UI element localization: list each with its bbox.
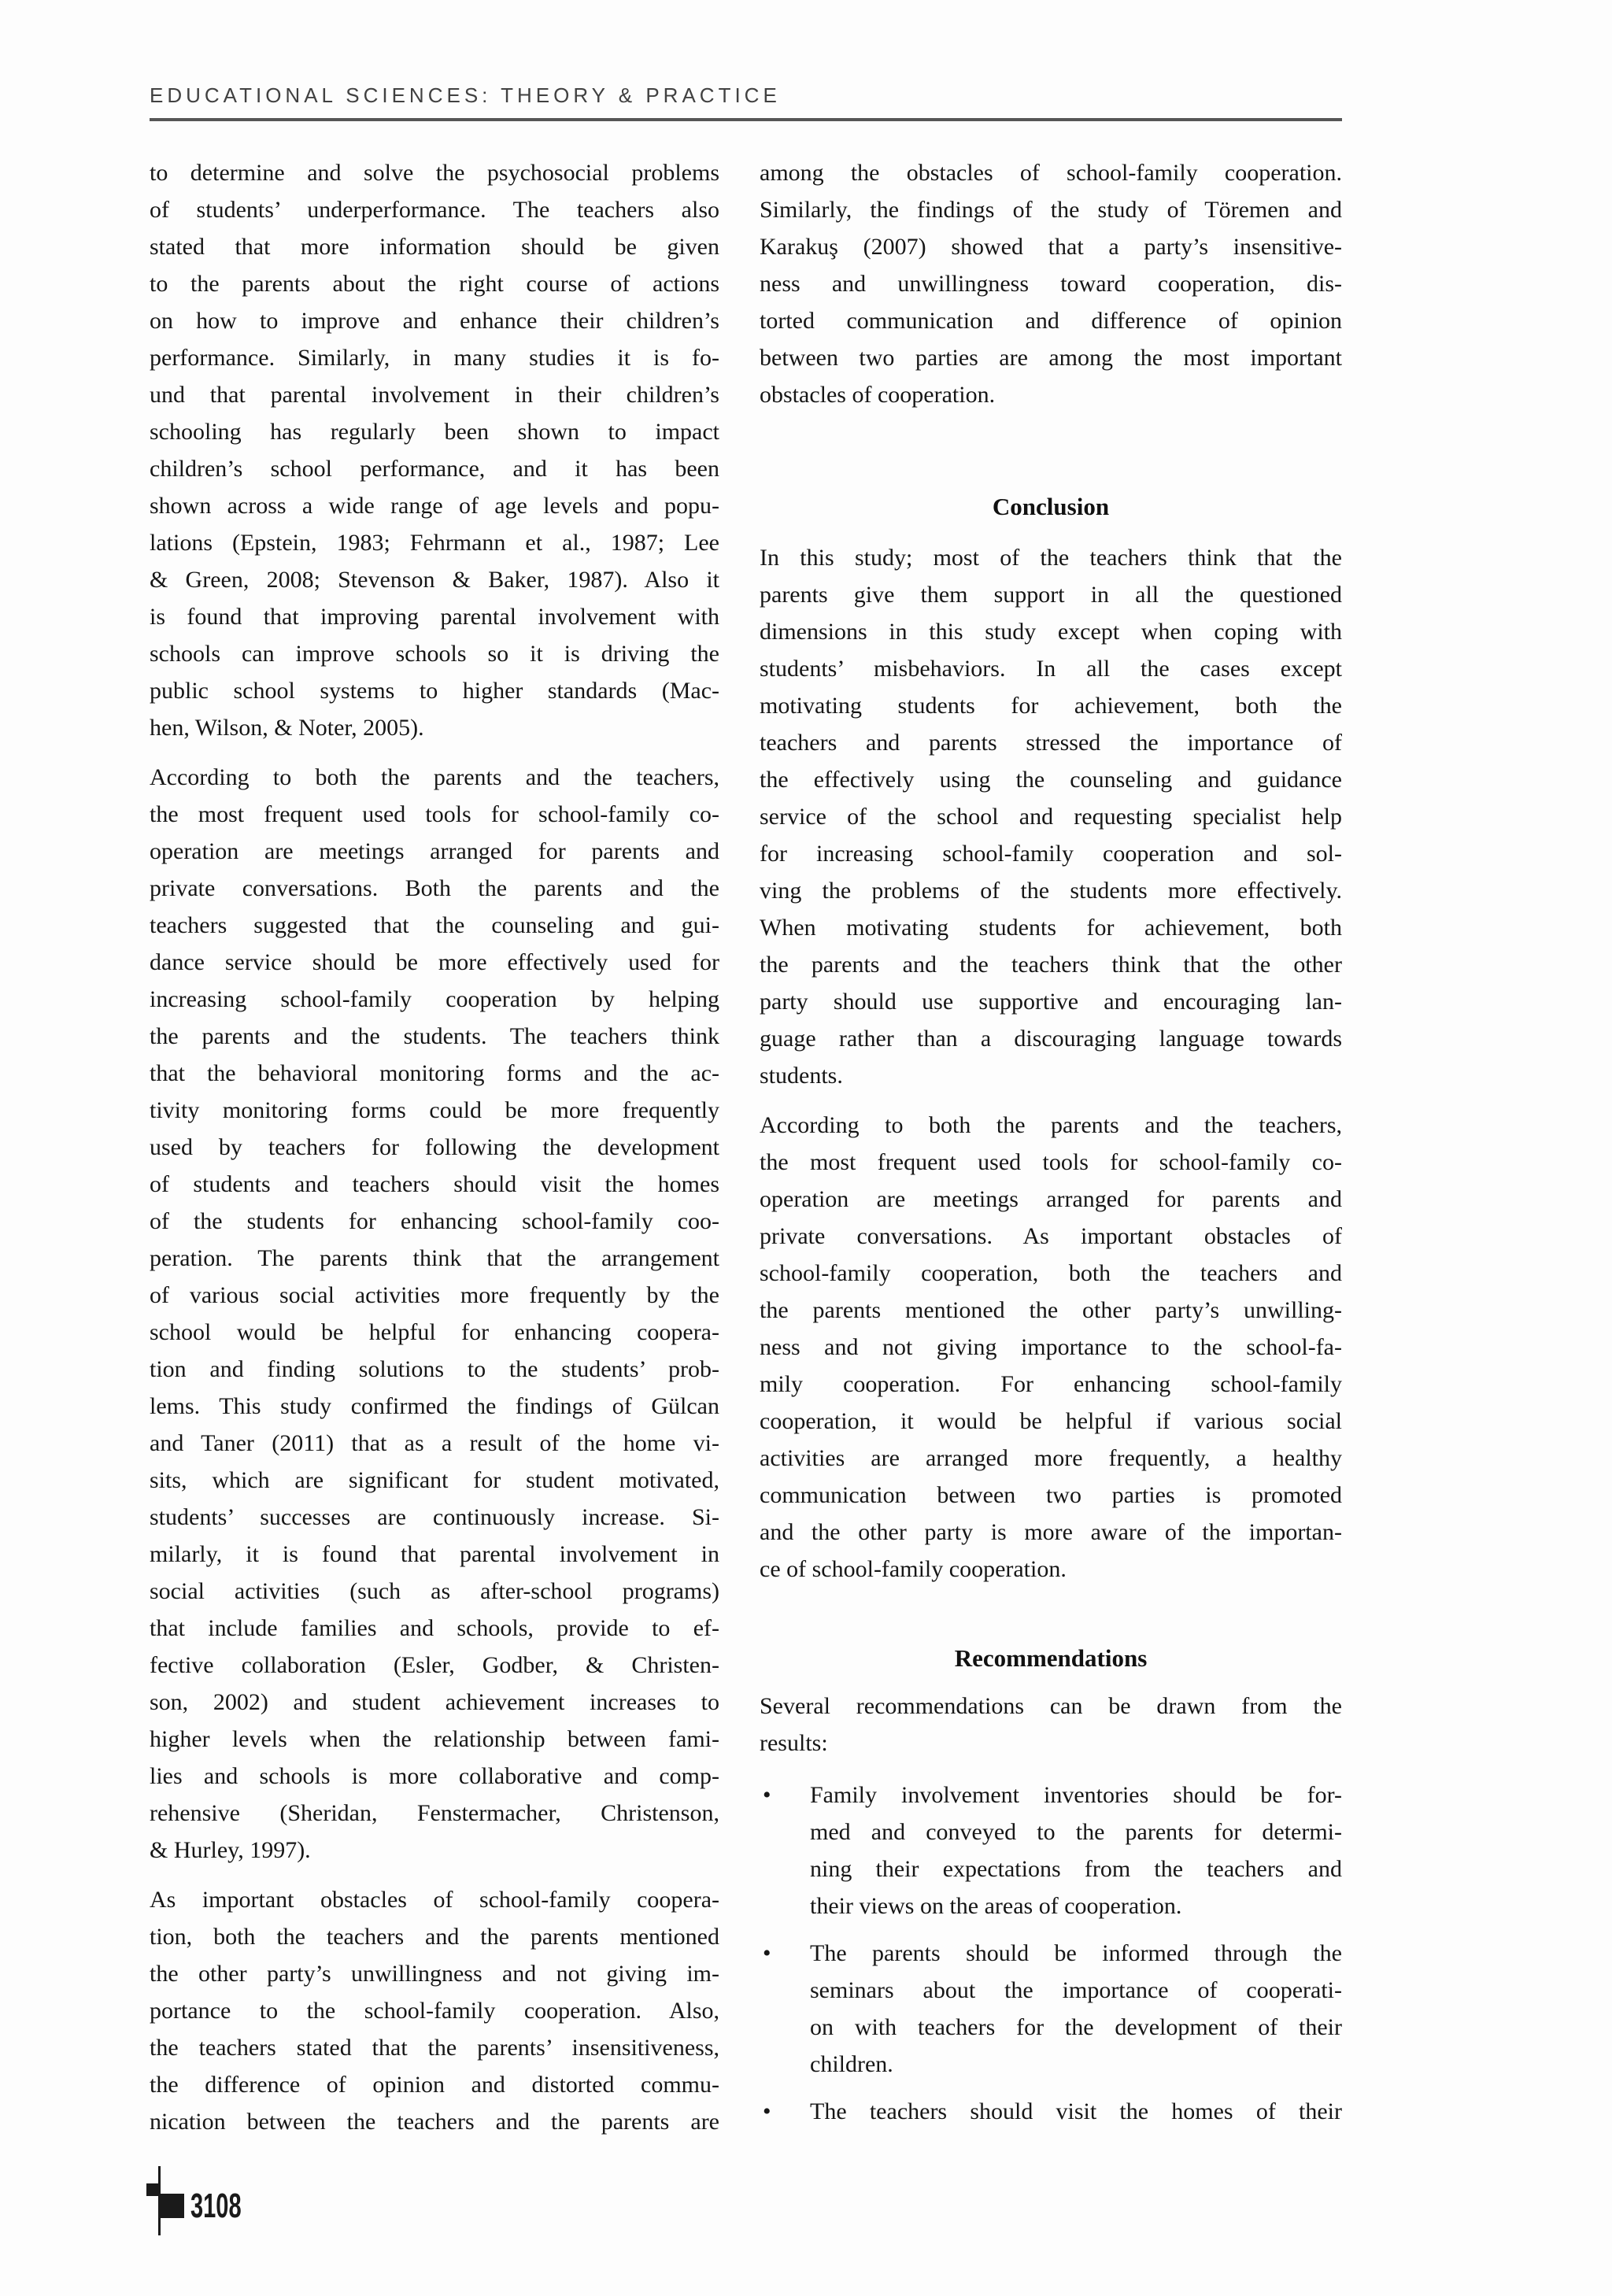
text-line: children. <box>810 2051 893 2077</box>
list-item <box>760 2093 1342 2130</box>
body-paragraph <box>760 154 1342 413</box>
left-text-column <box>150 154 719 2140</box>
body-paragraph <box>760 1107 1342 1588</box>
recommendations-list <box>760 1777 1342 2130</box>
body-paragraph <box>760 539 1342 1094</box>
text-line: ning their expectations from the teachers and <box>810 1856 1342 1882</box>
text-line: sits, which are significant for student motivated, <box>150 1467 719 1493</box>
bullet-icon: • <box>763 1782 771 1808</box>
text-line: portance to the school-family cooperation. Also, <box>150 1998 719 2024</box>
text-line: & Hurley, 1997). <box>150 1837 311 1863</box>
text-line: teachers and parents stressed the importance of <box>760 730 1342 756</box>
text-line: the most frequent used tools for school-family co- <box>760 1149 1342 1175</box>
text-line: communication between two parties is promoted <box>760 1482 1342 1508</box>
right-text-column <box>760 154 1342 2130</box>
text-line: med and conveyed to the parents for determi- <box>810 1819 1342 1845</box>
text-line: increasing school-family cooperation by helping <box>150 986 719 1012</box>
text-line: ving the problems of the students more effectively. <box>760 878 1342 904</box>
text-line: social activities (such as after-school programs) <box>150 1578 719 1604</box>
text-line: ness and unwillingness toward cooperation, dis- <box>760 271 1342 297</box>
text-line: ness and not giving importance to the school-fa- <box>760 1334 1342 1360</box>
text-line: the difference of opinion and distorted commu- <box>150 2072 719 2098</box>
text-line: and Taner (2011) that as a result of the home vi- <box>150 1430 719 1456</box>
body-paragraph <box>150 1881 719 2140</box>
bullet-icon: • <box>763 2098 771 2124</box>
text-line: of students’ underperformance. The teachers also <box>150 197 719 223</box>
text-line: students’ successes are continuously increase. Si- <box>150 1504 719 1530</box>
text-line: of students and teachers should visit the homes <box>150 1171 719 1197</box>
text-line: lies and schools is more collaborative and comp- <box>150 1763 719 1789</box>
text-line: son, 2002) and student achievement increases to <box>150 1689 719 1715</box>
header-rule-divider <box>150 118 1342 121</box>
text-line: ce of school-family cooperation. <box>760 1556 1067 1582</box>
recommendations-heading: Recommendations <box>954 1644 1148 1672</box>
text-line: their views on the areas of cooperation. <box>810 1893 1182 1919</box>
text-line: According to both the parents and the teachers, <box>150 764 719 790</box>
text-line: Several recommendations can be drawn from the <box>760 1693 1342 1719</box>
text-line: schools can improve schools so it is driving the <box>150 641 719 667</box>
text-line: on how to improve and enhance their children’s <box>150 308 719 334</box>
text-line: private conversations. Both the parents and the <box>150 875 719 901</box>
text-line: is found that improving parental involvement with <box>150 604 719 630</box>
text-line: tion, both the teachers and the parents mentioned <box>150 1924 719 1950</box>
list-item <box>760 1777 1342 1924</box>
text-line: guage rather than a discouraging language towards <box>760 1026 1342 1052</box>
text-line: children’s school performance, and it has been <box>150 456 719 482</box>
footer-mark-small-square <box>146 2183 160 2196</box>
text-line: & Green, 2008; Stevenson & Baker, 1987). Also it <box>150 567 719 593</box>
text-line: milarly, it is found that parental involvement in <box>150 1541 719 1567</box>
text-line: school-family cooperation, both the teachers and <box>760 1260 1342 1286</box>
text-line: tion and finding solutions to the students’ prob- <box>150 1356 719 1382</box>
text-line: results: <box>760 1730 828 1756</box>
text-line: tivity monitoring forms could be more frequently <box>150 1097 719 1123</box>
text-line: torted communication and difference of opinion <box>760 308 1342 334</box>
bullet-icon: • <box>763 1940 771 1966</box>
text-line: public school systems to higher standards (Mac- <box>150 678 719 704</box>
text-line: According to both the parents and the teachers, <box>760 1112 1342 1138</box>
text-line: for increasing school-family cooperation and sol- <box>760 841 1342 867</box>
text-line: schooling has regularly been shown to impact <box>150 419 719 445</box>
text-line: rehensive (Sheridan, Fenstermacher, Christenson, <box>150 1800 719 1826</box>
text-line: the parents mentioned the other party’s unwilling- <box>760 1297 1342 1323</box>
text-line: that include families and schools, provide to ef- <box>150 1615 719 1641</box>
text-line: students. <box>760 1063 843 1089</box>
text-line: operation are meetings arranged for parents and <box>760 1186 1342 1212</box>
text-line: The parents should be informed through the <box>810 1940 1342 1966</box>
text-line: dimensions in this study except when coping with <box>760 619 1342 645</box>
text-line: on with teachers for the development of their <box>810 2014 1342 2040</box>
text-line: lations (Epstein, 1983; Fehrmann et al., 1987; Lee <box>150 530 719 556</box>
text-line: peration. The parents think that the arrangement <box>150 1245 719 1271</box>
page-number: 3108 <box>190 2187 242 2225</box>
text-line: party should use supportive and encouraging lan- <box>760 989 1342 1015</box>
text-line: school would be helpful for enhancing coopera- <box>150 1319 719 1345</box>
conclusion-heading: Conclusion <box>992 493 1110 520</box>
text-line: motivating students for achievement, both the <box>760 693 1342 719</box>
text-line: dance service should be more effectively used for <box>150 949 719 975</box>
text-line: cooperation, it would be helpful if various social <box>760 1408 1342 1434</box>
text-line: nication between the teachers and the parents are <box>150 2109 719 2135</box>
journal-header: EDUCATIONAL SCIENCES: THEORY & PRACTICE <box>150 83 781 107</box>
body-paragraph <box>760 1688 1342 1762</box>
body-paragraph <box>150 154 719 746</box>
text-line: private conversations. As important obstacles of <box>760 1223 1342 1249</box>
text-line: fective collaboration (Esler, Godber, & Christen- <box>150 1652 719 1678</box>
text-line: of various social activities more frequently by the <box>150 1282 719 1308</box>
text-line: The teachers should visit the homes of their <box>810 2098 1342 2124</box>
text-line: operation are meetings arranged for parents and <box>150 838 719 864</box>
body-paragraph <box>150 759 719 1869</box>
text-line: teachers suggested that the counseling and gui- <box>150 912 719 938</box>
text-line: the effectively using the counseling and guidance <box>760 767 1342 793</box>
text-line: performance. Similarly, in many studies it is fo- <box>150 345 719 371</box>
text-line: the parents and the students. The teachers think <box>150 1023 719 1049</box>
text-line: seminars about the importance of cooperati- <box>810 1977 1342 2003</box>
text-line: lems. This study confirmed the findings of Gülcan <box>150 1393 719 1419</box>
text-line: shown across a wide range of age levels and popu- <box>150 493 719 519</box>
text-line: higher levels when the relationship between fami- <box>150 1726 719 1752</box>
text-line: hen, Wilson, & Noter, 2005). <box>150 715 424 741</box>
list-item <box>760 1935 1342 2083</box>
text-line: students’ misbehaviors. In all the cases except <box>760 656 1342 682</box>
text-line: activities are arranged more frequently, a healthy <box>760 1445 1342 1471</box>
text-line: and the other party is more aware of the importan- <box>760 1519 1342 1545</box>
text-line: obstacles of cooperation. <box>760 382 996 408</box>
text-line: the teachers stated that the parents’ insensitiveness, <box>150 2035 719 2061</box>
text-line: stated that more information should be given <box>150 234 719 260</box>
text-line: that the behavioral monitoring forms and the ac- <box>150 1060 719 1086</box>
text-line: between two parties are among the most important <box>760 345 1342 371</box>
text-line: the parents and the teachers think that the other <box>760 952 1342 978</box>
text-line: In this study; most of the teachers think that the <box>760 545 1342 571</box>
text-line: service of the school and requesting specialist help <box>760 804 1342 830</box>
text-line: Family involvement inventories should be for- <box>810 1782 1342 1808</box>
text-line: Similarly, the findings of the study of Töremen and <box>760 197 1342 223</box>
text-line: When motivating students for achievement, both <box>760 915 1342 941</box>
text-line: As important obstacles of school-family coopera- <box>150 1887 719 1913</box>
text-line: of the students for enhancing school-family coo- <box>150 1208 719 1234</box>
text-line: to determine and solve the psychosocial problems <box>150 160 719 186</box>
footer-mark-large-square <box>161 2194 184 2218</box>
text-line: used by teachers for following the development <box>150 1134 719 1160</box>
text-line: among the obstacles of school-family cooperation. <box>760 160 1342 186</box>
text-line: to the parents about the right course of actions <box>150 271 719 297</box>
text-line: the other party’s unwillingness and not giving im- <box>150 1961 719 1987</box>
text-line: the most frequent used tools for school-family co- <box>150 801 719 827</box>
text-line: mily cooperation. For enhancing school-family <box>760 1371 1342 1397</box>
text-line: Karakuş (2007) showed that a party’s insensitive- <box>760 234 1342 260</box>
text-line: parents give them support in all the questioned <box>760 582 1342 608</box>
text-line: und that parental involvement in their children’s <box>150 382 719 408</box>
